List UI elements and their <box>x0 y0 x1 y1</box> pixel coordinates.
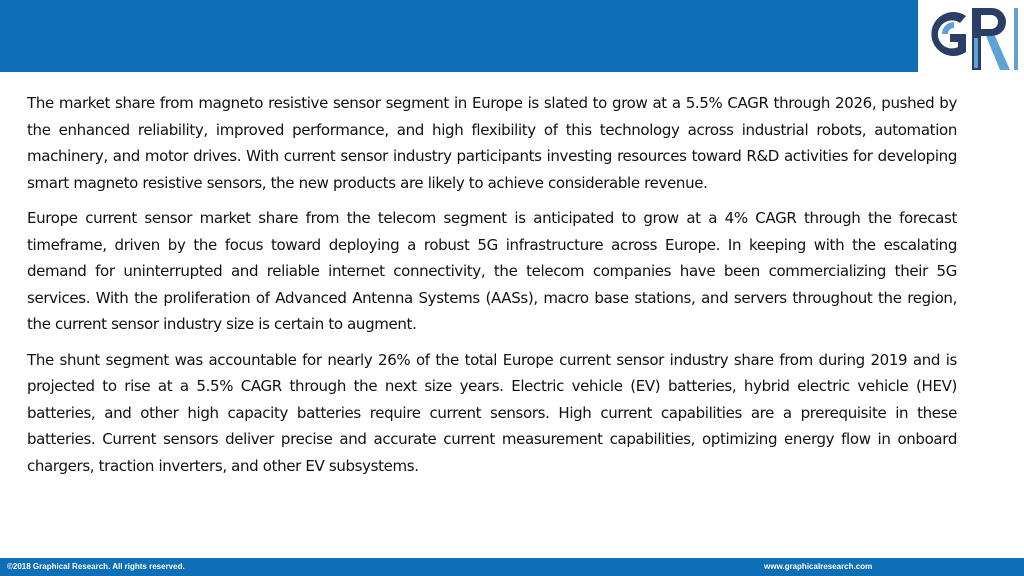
paragraph-telecom: Europe current sensor market share from the telecom segment is anticipated to grow at a 4% CAGR through the forecast timeframe, driven by the focus toward deploying a robust 5G infrastructure across Europe. In keeping with the escalating demand for uninterrupted and reliable internet connectivity, the telecom companies have been commercializing their 5G services. With the proliferation of Advanced Antenna Systems (AASs), macro base stations, and servers throughout the region, the current sensor industry size is certain to augment. <box>27 209 957 333</box>
article-body <box>27 90 957 488</box>
copyright-text: ©2018 Graphical Research. All rights reserved. <box>7 562 185 571</box>
website-link[interactable]: www.graphicalresearch.com <box>764 562 873 571</box>
graphical-research-logo <box>918 0 1024 76</box>
footer-band <box>0 558 1024 576</box>
header-band <box>0 0 1024 72</box>
paragraph-shunt: The shunt segment was accountable for nearly 26% of the total Europe current sensor industry share from during 2019 and is projected to rise at a 5.5% CAGR through the next size years. Electric vehicle (EV) batteries, hybrid electric vehicle (HEV) batteries, and other high capacity batteries require current sensors. High current capabilities are a prerequisite in these batteries. Current sensors deliver precise and accurate current measurement capabilities, optimizing energy flow in onboard chargers, traction inverters, and other EV subsystems. <box>27 350 957 475</box>
paragraph-magneto-resistive: The market share from magneto resistive sensor segment in Europe is slated to grow at a 5.5% CAGR through 2026, pushed by the enhanced reliability, improved performance, and high flexibility of this technology across industrial robots, automation machinery, and motor drives. With current sensor industry participants investing resources toward R&D activities for developing smart magneto resistive sensors, the new products are likely to achieve considerable revenue. <box>27 94 957 192</box>
gr-logo-icon <box>918 0 1024 76</box>
